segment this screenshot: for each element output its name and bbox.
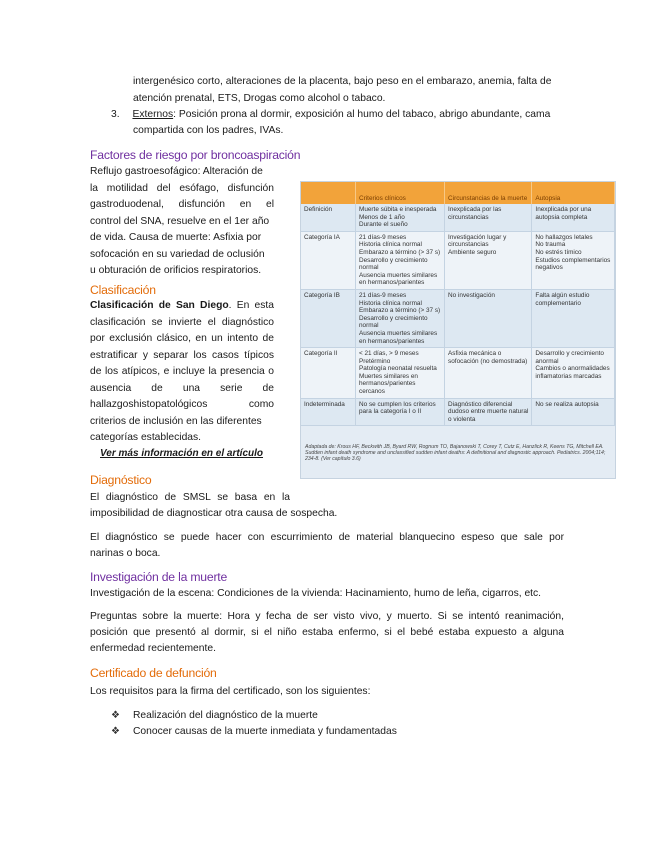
factores-line: u obturación de orificios respiratorios.: [90, 265, 262, 276]
clasif-line: por exclusión clásico, en un intento de: [90, 333, 274, 344]
clasif-line: estratificar y separar los casos típicos: [90, 349, 274, 361]
table-cell-clin: 21 días-9 meses Historia clínica normal Embarazo a término (> 37 s) Desarrollo y crecimiento normal Ausencia muertes similares en hermanos/parientes: [356, 231, 445, 289]
intro-line-1: intergenésico corto, alteraciones de la placenta, bajo peso en el embarazo, anemia, falta de: [133, 76, 552, 87]
clasif-line: de los atípicos, e incluye la presencia o: [90, 366, 274, 377]
list-item-3: [111, 107, 550, 124]
diagnostico-line-1: El diagnóstico de SMSL se basa en la: [90, 492, 290, 503]
factores-line: gastroduodenal, disfunción en el: [90, 199, 274, 210]
table-header: Criterios clínicos: [356, 182, 445, 204]
heading-clasificacion: Clasificación: [90, 283, 156, 297]
diagnostico-line-2: imposibilidad de diagnosticar otra causa de sospecha.: [90, 508, 338, 519]
article-link[interactable]: Ver más información en el artículo: [100, 448, 264, 459]
diagnostico-p2-line-1: El diagnóstico se puede hacer con escurrimiento de material blanquecino espeso que sale por: [90, 532, 564, 543]
clasif-line: criterios de inclusión en las diferentes: [90, 415, 262, 427]
table-cell-clin: 21 días-9 meses Historia clínica normal Embarazo a término (> 37 s) Desarrollo y crecimiento normal Ausencia muertes similares en hermanos/parientes: [356, 289, 445, 347]
table-cell-clin: Muerte súbita e inesperada Menos de 1 año Durante el sueño: [356, 204, 445, 231]
heading-factores: Factores de riesgo por broncoaspiración: [90, 148, 301, 162]
table-header: Autopsia: [532, 182, 615, 204]
factores-line: Reflujo gastroesofágico: Alteración de: [90, 166, 263, 177]
table-header: [301, 182, 356, 204]
diagnostico-p2-line-2: narinas o boca.: [90, 548, 161, 559]
bullet-text: Realización del diagnóstico de la muerte: [133, 710, 318, 721]
intro-line-2: atención prenatal, ETS, Drogas como alcohol o tabaco.: [133, 93, 386, 104]
factores-line: control del SNA, resuelve en el 1er año: [90, 215, 270, 227]
table-cell-aut: No se realiza autopsia: [532, 398, 615, 426]
table-cell-circ: Diagnóstico diferencial dudoso entre muerte natural o violenta: [445, 398, 532, 426]
table-cell-cat: Categoría IB: [301, 289, 356, 347]
bullet-text: Conocer causas de la muerte inmediata y fundamentadas: [133, 726, 397, 737]
table-header: Circunstancias de la muerte: [445, 182, 532, 204]
san-diego-bold: Clasificación de San Diego: [90, 300, 229, 311]
table-cell-circ: No investigación: [445, 289, 532, 347]
san-diego-table-figure: [300, 181, 616, 479]
investigacion-p2-line-2: posición que presentó al dormir, si el niño estaba enfermo, si el bebé estaba expuesto a alguna: [90, 627, 564, 638]
list-item: [111, 724, 397, 741]
clasif-line: . En esta: [228, 300, 275, 311]
table-cell-cat: Indeterminada: [301, 398, 356, 426]
investigacion-p2-line-1: Preguntas sobre la muerte: Hora y fecha de ser visto vivo, y muerto. Si se intentó reanimación,: [90, 611, 564, 622]
clasif-line: ausencia de una serie de: [90, 382, 274, 394]
heading-investigacion: Investigación de la muerte: [90, 570, 228, 584]
table-row: [301, 348, 615, 399]
san-diego-table: [301, 182, 615, 426]
clasificacion-paragraph: [90, 298, 274, 447]
investigacion-p2-line-3: enfermedad recientemente.: [90, 643, 216, 654]
table-row: [301, 398, 615, 426]
table-cell-cat: Categoría IA: [301, 231, 356, 289]
table-row: [301, 231, 615, 289]
investigacion-p1: Investigación de la escena: Condiciones de la vivienda: Hacinamiento, humo de leña, cigarros, etc.: [90, 588, 542, 599]
item3-line-2: compartida con los padres, IVAs.: [133, 125, 284, 136]
clasif-line: categorías establecidas.: [90, 432, 202, 443]
table-cell-clin: < 21 días, > 9 meses Pretérmino Patología neonatal resuelta Muertes similares en hermanos/parientes cercanos: [356, 348, 445, 399]
clasif-line: hallazgoshistopatológicos como: [90, 399, 274, 410]
table-row: [301, 289, 615, 347]
factores-line: la motilidad del esófago, disfunción: [90, 182, 274, 194]
table-cell-aut: Falta algún estudio complementario: [532, 289, 615, 347]
heading-diagnostico: Diagnóstico: [90, 473, 152, 487]
table-cell-cat: Definición: [301, 204, 356, 231]
table-cell-aut: Desarrollo y crecimiento anormal Cambios o anormalidades inflamatorias marcadas: [532, 348, 615, 399]
table-row: [301, 204, 615, 231]
table-cell-aut: Inexplicada por una autopsia completa: [532, 204, 615, 231]
table-cell-circ: Investigación lugar y circunstancias Ambiente seguro: [445, 231, 532, 289]
factores-paragraph: [90, 164, 274, 280]
item3-text: : Posición prona al dormir, exposición al humo del tabaco, abrigo abundante, cama: [173, 109, 551, 120]
table-cell-circ: Asfixia mecánica o sofocación (no demostrada): [445, 348, 532, 399]
externos-label: Externos: [132, 109, 174, 120]
heading-certificado: Certificado de defunción: [90, 666, 217, 680]
table-source-note: Adaptada de: Krous HF, Beckwith JB, Byard RW, Rognum TO, Bajanowski T, Corey T, Cutz E, Hanzlick R, Keens TG, Mitchell EA. Sudden infant death syndrome and unclassified sudden infant deaths: A definitional and diagnostic approach. Pediatrics. 2004;114; 234-8. (Ver capítulo 3.6): [305, 444, 606, 463]
table-cell-cat: Categoría II: [301, 348, 356, 399]
factores-line: sofocación en su variedad de oclusión: [90, 248, 265, 260]
table-cell-aut: No hallazgos letales No trauma No estrés tímico Estudios complementarios negativos: [532, 231, 615, 289]
table-cell-circ: Inexplicada por las circunstancias: [445, 204, 532, 231]
clasif-line: clasificación se invierte el diagnóstico: [90, 316, 274, 328]
diamond-bullet-icon: ❖: [111, 710, 120, 721]
factores-line: de vida. Causa de muerte: Asfixia por: [90, 232, 262, 243]
table-cell-clin: No se cumplen los criterios para la categoría I o II: [356, 398, 445, 426]
certificado-intro: Los requisitos para la firma del certificado, son los siguientes:: [90, 686, 371, 697]
list-number: 3.: [111, 109, 120, 120]
diamond-bullet-icon: ❖: [111, 726, 120, 737]
list-item: [111, 708, 318, 725]
